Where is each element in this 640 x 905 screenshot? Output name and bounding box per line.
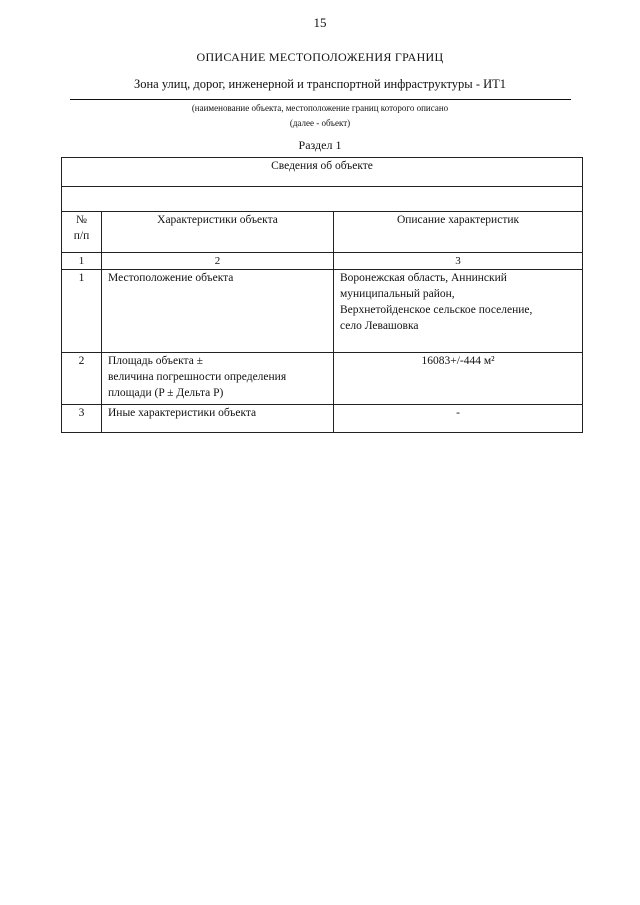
column-number: 2 bbox=[102, 253, 334, 270]
description-line: муниципальный район, bbox=[340, 288, 455, 300]
table-row bbox=[62, 270, 583, 353]
empty-cell bbox=[62, 187, 583, 212]
table-title-row bbox=[62, 158, 583, 187]
document-title: ОПИСАНИЕ МЕСТОПОЛОЖЕНИЯ ГРАНИЦ bbox=[196, 50, 444, 64]
row-characteristic bbox=[102, 405, 334, 433]
header-num bbox=[62, 212, 102, 253]
table-title: Сведения об объекте bbox=[62, 158, 583, 187]
row-characteristic bbox=[102, 353, 334, 405]
column-number: 3 bbox=[334, 253, 583, 270]
description-line: - bbox=[456, 407, 460, 419]
column-number-row bbox=[62, 253, 583, 270]
header-characteristics: Характеристики объекта bbox=[102, 212, 334, 253]
table-empty-row bbox=[62, 187, 583, 212]
object-caption-note: (далее - объект) bbox=[289, 118, 351, 128]
characteristic-line: площади (P ± Дельта P) bbox=[108, 387, 224, 399]
table-header-row bbox=[62, 212, 583, 253]
object-caption: (наименование объекта, местоположение границ которого описано bbox=[191, 103, 449, 113]
underline-rule bbox=[70, 99, 571, 100]
header-num-symbol: № bbox=[76, 214, 87, 226]
row-characteristic bbox=[102, 270, 334, 353]
row-num: 1 bbox=[62, 270, 102, 353]
row-description bbox=[334, 353, 583, 405]
object-name: Зона улиц, дорог, инженерной и транспортной инфраструктуры - ИТ1 bbox=[133, 77, 507, 91]
description-line: Верхнетойденское сельское поселение, bbox=[340, 304, 533, 316]
section-title: Раздел 1 bbox=[298, 138, 342, 152]
header-description: Описание характеристик bbox=[334, 212, 583, 253]
characteristic-line: Иные характеристики объекта bbox=[108, 407, 257, 419]
characteristic-line: Местоположение объекта bbox=[108, 272, 234, 284]
row-num: 3 bbox=[62, 405, 102, 433]
row-description bbox=[334, 405, 583, 433]
header-num-abbr: п/п bbox=[73, 230, 90, 242]
description-line: село Левашовка bbox=[340, 320, 419, 332]
column-number: 1 bbox=[62, 253, 102, 270]
description-line: 16083+/-444 м² bbox=[421, 355, 495, 367]
object-info-table bbox=[61, 157, 583, 433]
characteristic-line: Площадь объекта ± bbox=[108, 355, 203, 367]
table-row bbox=[62, 405, 583, 433]
description-line: Воронежская область, Аннинский bbox=[340, 272, 507, 284]
page-number: 15 bbox=[313, 15, 327, 30]
row-description bbox=[334, 270, 583, 353]
characteristic-line: величина погрешности определения bbox=[108, 371, 287, 383]
table-row bbox=[62, 353, 583, 405]
row-num: 2 bbox=[62, 353, 102, 405]
